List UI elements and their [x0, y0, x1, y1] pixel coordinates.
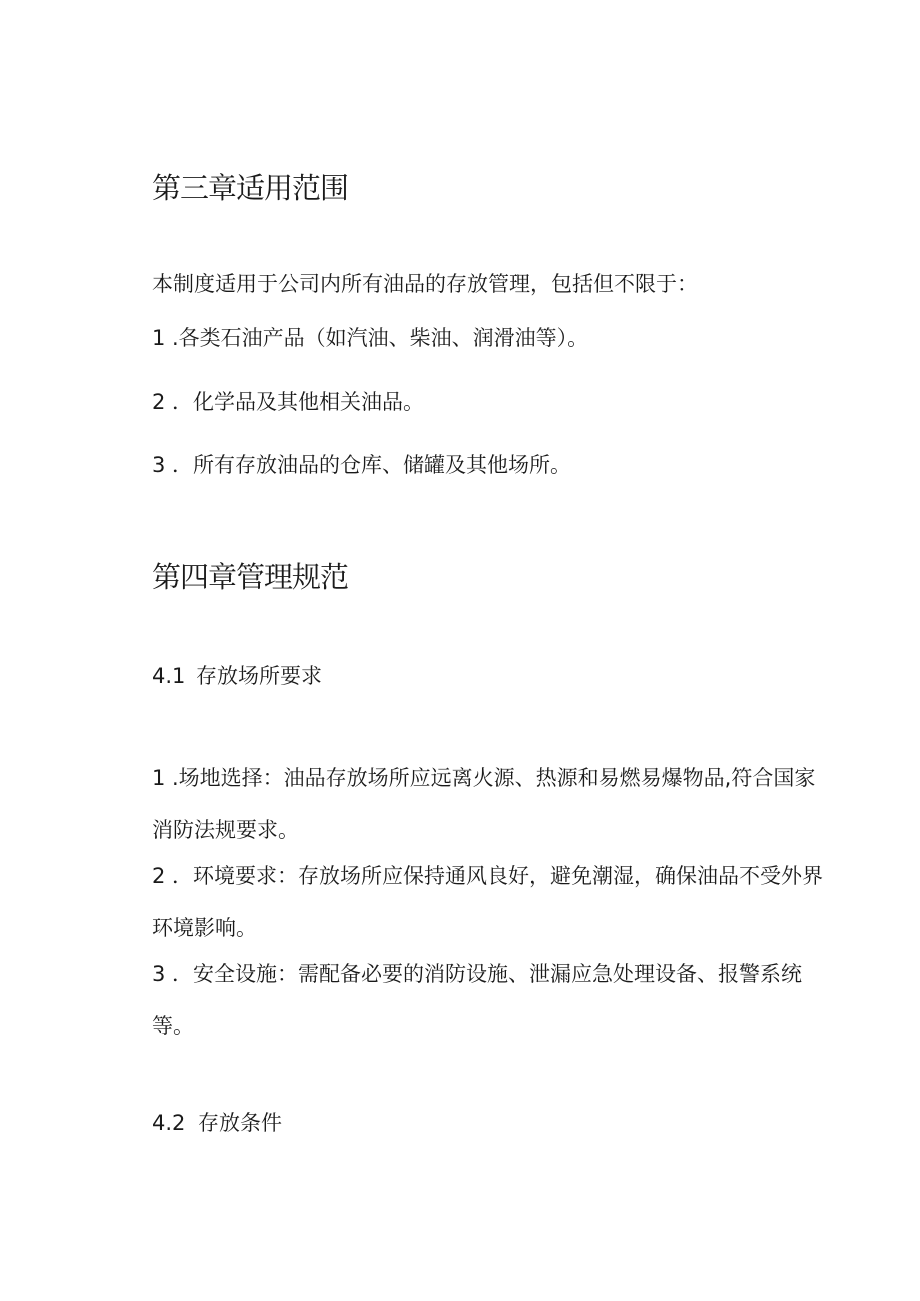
requirement-item-1-text: .场地选择：油品存放场所应远离火源、热源和易燃易爆物品,符合国家消防法规要求。: [152, 766, 816, 842]
scope-item-2: [152, 388, 824, 416]
requirement-item-2-number: 2: [152, 864, 166, 888]
chapter4-title: 第四章管理规范: [152, 560, 349, 594]
scope-item-1-number: 1: [152, 326, 166, 350]
scope-item-2-text: ．化学品及其他相关油品。: [172, 390, 424, 414]
scope-item-2-number: 2: [152, 390, 166, 414]
section-4-2-title: 存放条件: [198, 1111, 282, 1135]
requirement-item-1-number: 1: [152, 766, 166, 790]
requirement-item-1: [152, 752, 824, 856]
section-4-2-heading: [152, 1109, 824, 1137]
scope-item-3-number: 3: [152, 453, 166, 477]
section-4-1-title: 存放场所要求: [196, 664, 322, 688]
requirement-item-3-number: 3: [152, 962, 166, 986]
chapter3-intro: 本制度适用于公司内所有油品的存放管理，包括但不限于：: [152, 272, 698, 296]
chapter3-title: 第三章适用范围: [152, 171, 349, 205]
section-4-1-number: 4.1: [152, 664, 186, 688]
scope-item-1-text: .各类石油产品（如汽油、柴油、润滑油等）。: [172, 326, 589, 350]
scope-item-1: [152, 324, 824, 352]
requirement-item-3: [152, 948, 824, 1052]
section-4-2-number: 4.2: [152, 1111, 186, 1135]
scope-item-3: [152, 451, 824, 479]
requirement-item-2-text: ．环境要求：存放场所应保持通风良好，避免潮湿，确保油品不受外界环境影响。: [152, 864, 823, 940]
section-4-1-heading: [152, 662, 824, 690]
requirement-item-2: [152, 850, 824, 954]
scope-item-3-text: ．所有存放油品的仓库、储罐及其他场所。: [172, 453, 571, 477]
requirement-item-3-text: ．安全设施：需配备必要的消防设施、泄漏应急处理设备、报警系统等。: [152, 962, 802, 1038]
